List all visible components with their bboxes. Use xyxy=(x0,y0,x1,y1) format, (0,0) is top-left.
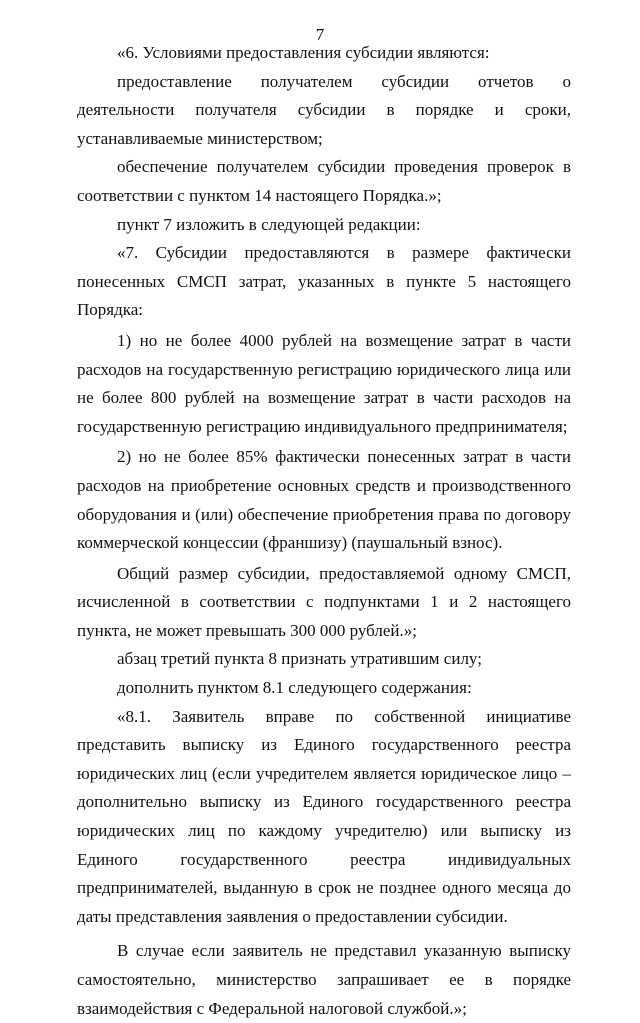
paragraph-point81-addition: дополнить пунктом 8.1 следующего содержания: xyxy=(117,678,472,698)
document-body xyxy=(77,39,571,1023)
paragraph-point7-amendment: пункт 7 изложить в следующей редакции: xyxy=(117,214,421,234)
paragraph-tax-service-request: В случае если заявитель не представил указанную выписку самостоятельно, министерство запрашивает ее в порядке взаимодействия с Федеральной налоговой службой.»; xyxy=(77,941,571,1018)
paragraph-reports-condition: предоставление получателем субсидии отчетов о деятельности получателя субсидии в порядке и сроки, устанавливаемые министерством; xyxy=(77,71,571,148)
paragraph-point81-registry-extract: «8.1. Заявитель вправе по собственной инициативе представить выписку из Единого государственного реестра юридических лиц (если учредителем является юридическое лицо – дополнительно выписку из Единого государственного реестра юридических лиц по каждому учредителю) или выписку из Единого государственного реестра индивидуальных предпринимателей, выданную в срок не позднее одного месяца до даты представления заявления о предоставлении субсидии. xyxy=(77,706,571,926)
paragraph-point7-subsidy-amount: «7. Субсидии предоставляются в размере фактически понесенных СМСП затрат, указанных в пункте 5 настоящего Порядка: xyxy=(77,243,571,320)
paragraph-equipment-costs: 2) но не более 85% фактически понесенных затрат в части расходов на приобретение основных средств и производственного оборудования и (или) обеспечение приобретения права по договору коммерческой концессии (франшизу) (паушальный взнос). xyxy=(77,447,571,553)
paragraph-subsidy-conditions-heading: «6. Условиями предоставления субсидии являются: xyxy=(117,43,490,62)
page-number: 7 xyxy=(315,25,325,44)
paragraph-inspections-condition: обеспечение получателем субсидии проведения проверок в соответствии с пунктом 14 настоящего Порядка.»; xyxy=(77,157,571,205)
paragraph-total-subsidy-limit: Общий размер субсидии, предоставляемой одному СМСП, исчисленной в соответствии с подпунктами 1 и 2 настоящего пункта, не может превышать 300 000 рублей.»; xyxy=(77,563,571,640)
paragraph-point8-repeal: абзац третий пункта 8 признать утратившим силу; xyxy=(117,649,482,669)
paragraph-registration-costs: 1) но не более 4000 рублей на возмещение затрат в части расходов на государственную регистрацию юридического лица или не более 800 рублей на возмещение затрат в части расходов на государственную регистрацию индивидуального предпринимателя; xyxy=(77,330,571,436)
